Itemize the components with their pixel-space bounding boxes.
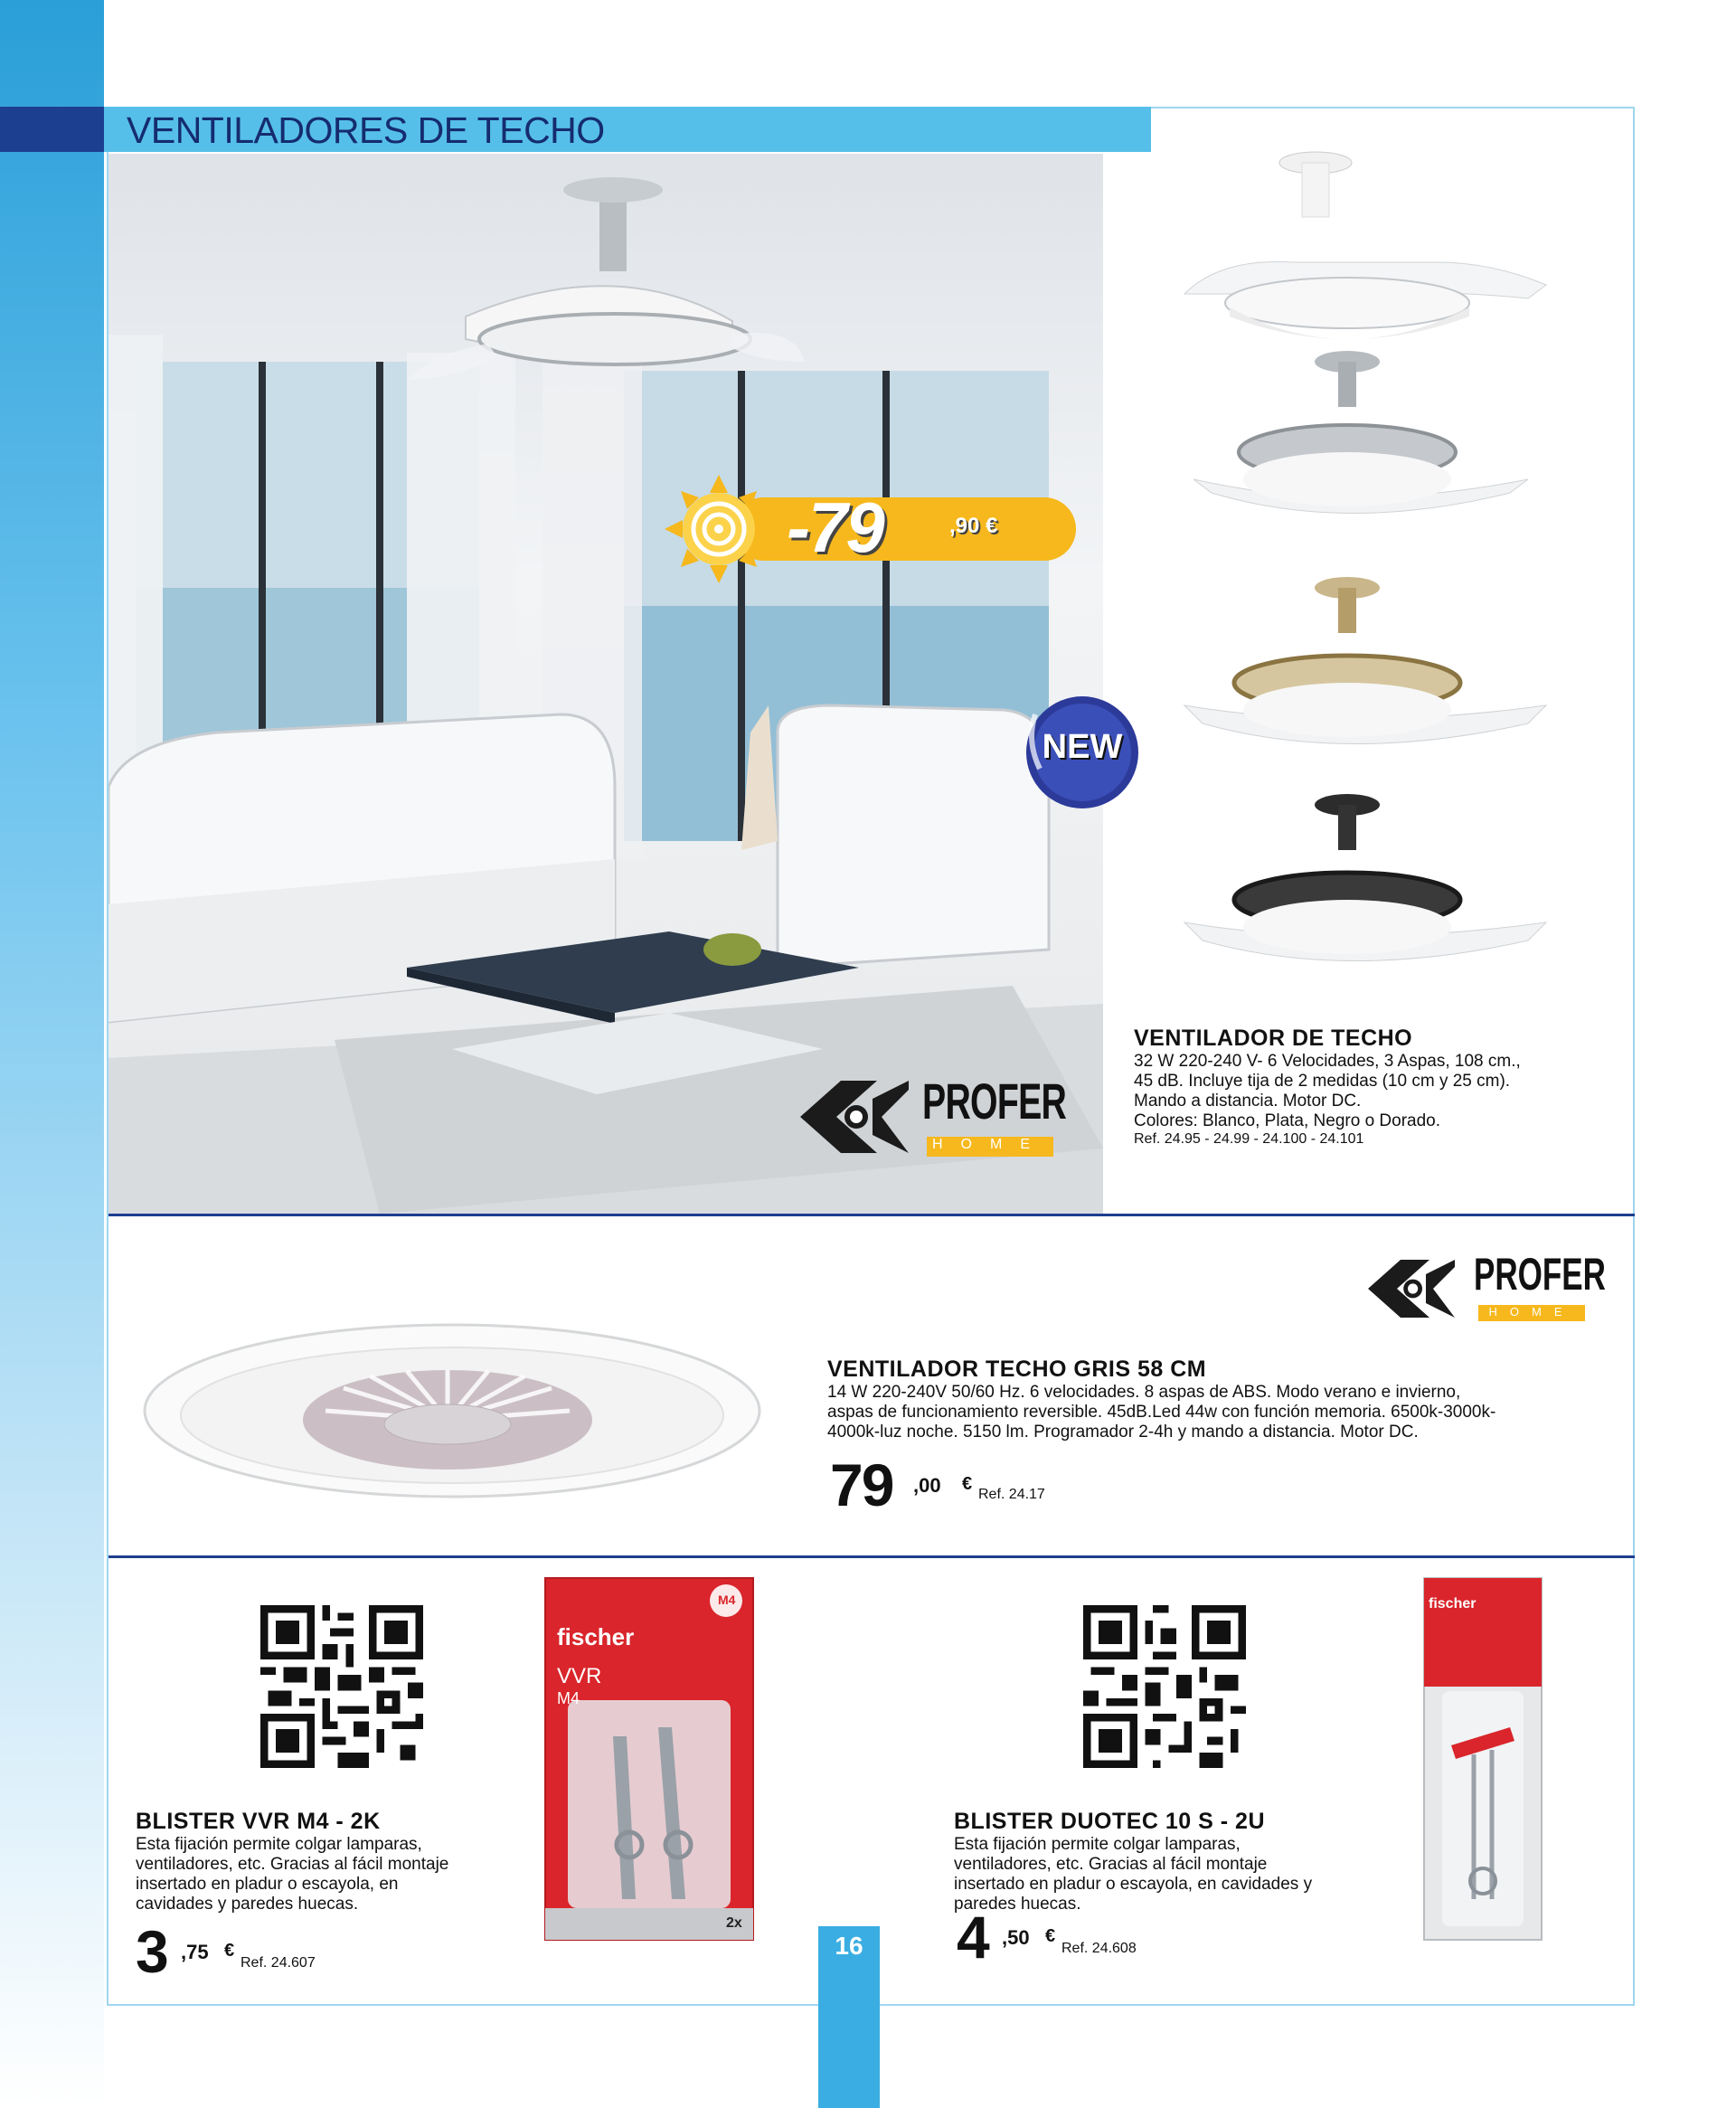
product-3-ref: Ref. 24.607: [241, 1955, 316, 1971]
product-3-desc-line: insertado en pladur o escayola, en: [136, 1875, 399, 1894]
header-dark-block: [0, 107, 118, 152]
product-4-desc-line: insertado en pladur o escayola, en cavidades y: [954, 1875, 1313, 1894]
product-4-desc-line: paredes huecas.: [954, 1895, 1081, 1914]
blister-vvr-qty: 2x: [726, 1915, 742, 1931]
qr-code-duotec[interactable]: [1083, 1605, 1246, 1768]
product-3-desc-line: ventiladores, etc. Gracias al fácil montaje: [136, 1855, 449, 1874]
room-illustration: [108, 154, 1103, 1214]
fan-white: [1184, 152, 1546, 339]
badge-price-cents: ,90 €: [949, 514, 998, 538]
blister-duotec-image: [1420, 1574, 1546, 1944]
product-1-desc-line: 45 dB. Incluye tija de 2 medidas (10 cm y 25 cm).: [1134, 1072, 1511, 1091]
product-1: [1134, 1026, 1622, 1148]
section-title: VENTILADORES DE TECHO: [127, 109, 605, 151]
page-number: 16: [818, 1926, 880, 2108]
section-divider: [108, 1214, 1635, 1216]
product-4-title: BLISTER DUOTEC 10 S - 2U: [954, 1809, 1265, 1834]
product-2-currency: €: [962, 1474, 973, 1494]
blister-duotec-pack: [1420, 1574, 1546, 1944]
product-2-ref: Ref. 24.17: [978, 1487, 1045, 1502]
product-3-currency: €: [224, 1941, 235, 1961]
product-1-desc-line: 32 W 220-240 V- 6 Velocidades, 3 Aspas, 108 cm.,: [1134, 1052, 1521, 1071]
brand-sub: HOME: [1478, 1305, 1585, 1321]
product-4-ref: Ref. 24.608: [1061, 1941, 1137, 1956]
product-3-price-int: 3: [136, 1918, 167, 1985]
product-1-title: VENTILADOR DE TECHO: [1134, 1026, 1413, 1051]
product-4-price-int: 4: [957, 1904, 988, 1971]
profer-logo-icon: [800, 1072, 918, 1162]
brand-logo: [800, 1072, 1071, 1171]
product-3-price: [136, 1918, 407, 1988]
product-4-desc-line: ventiladores, etc. Gracias al fácil montaje: [954, 1855, 1268, 1874]
blister-duotec-brand: fischer: [1429, 1596, 1477, 1612]
brand-logo-2: [1365, 1248, 1637, 1329]
section-divider: [108, 1555, 1635, 1558]
product-4: [954, 1809, 1388, 1914]
product-1-desc-line: Mando a distancia. Motor DC.: [1134, 1092, 1362, 1111]
room-photo: [108, 154, 1103, 1214]
product-4-currency: €: [1045, 1926, 1056, 1946]
profer-logo-icon: [1365, 1253, 1465, 1325]
blister-vvr-brand: fischer: [557, 1623, 635, 1650]
product-2: [827, 1356, 1623, 1442]
fan-variants: [1166, 136, 1564, 986]
product-3-desc-line: cavidades y paredes huecas.: [136, 1895, 359, 1914]
price-badge: [651, 470, 1085, 597]
product-1-desc-line: Colores: Blanco, Plata, Negro o Dorado.: [1134, 1111, 1441, 1130]
product-2-price: [830, 1451, 1192, 1521]
brand-name: PROFER: [922, 1073, 1067, 1130]
product-2-desc-line: 14 W 220-240V 50/60 Hz. 6 velocidades. 8 aspas de ABS. Modo verano e invierno,: [827, 1383, 1461, 1402]
badge-price-int: -79: [787, 487, 883, 567]
product-1-ref: Ref. 24.95 - 24.99 - 24.100 - 24.101: [1134, 1131, 1364, 1147]
product-2-price-int: 79: [830, 1451, 893, 1518]
ceiling-fan-grey-image: [136, 1302, 769, 1519]
blister-vvr-size: M4: [557, 1689, 580, 1707]
product-2-desc-line: aspas de funcionamiento reversible. 45dB.Led 44w con función memoria. 6500k-3000k-: [827, 1403, 1496, 1422]
product-3: [136, 1809, 533, 1914]
fan-black: [1184, 794, 1546, 961]
left-accent-stripe: [0, 0, 104, 2108]
product-2-title: VENTILADOR TECHO GRIS 58 CM: [827, 1356, 1207, 1382]
fan-silver: [1194, 351, 1528, 514]
product-4-desc-line: Esta fijación permite colgar lamparas,: [954, 1835, 1241, 1854]
fan-gold: [1184, 577, 1546, 744]
qr-code-vvr[interactable]: [260, 1605, 423, 1768]
product-3-title: BLISTER VVR M4 - 2K: [136, 1809, 381, 1834]
blister-vvr-name: VVR: [557, 1664, 602, 1688]
brand-name: PROFER: [1474, 1249, 1606, 1300]
product-3-price-cents: ,75: [181, 1941, 209, 1963]
blister-vvr-image: [541, 1574, 758, 1944]
product-3-desc-line: Esta fijación permite colgar lamparas,: [136, 1835, 422, 1854]
product-2-price-cents: ,00: [913, 1474, 941, 1497]
product-2-desc-line: 4000k-luz noche. 5150 lm. Programador 2-4h y mando a distancia. Motor DC.: [827, 1423, 1419, 1442]
brand-sub: HOME: [927, 1137, 1053, 1157]
new-sticker: [1017, 687, 1144, 814]
product-4-price-cents: ,50: [1002, 1926, 1030, 1949]
blister-vvr-size-badge: M4: [718, 1593, 736, 1607]
new-label: NEW: [1042, 728, 1123, 766]
